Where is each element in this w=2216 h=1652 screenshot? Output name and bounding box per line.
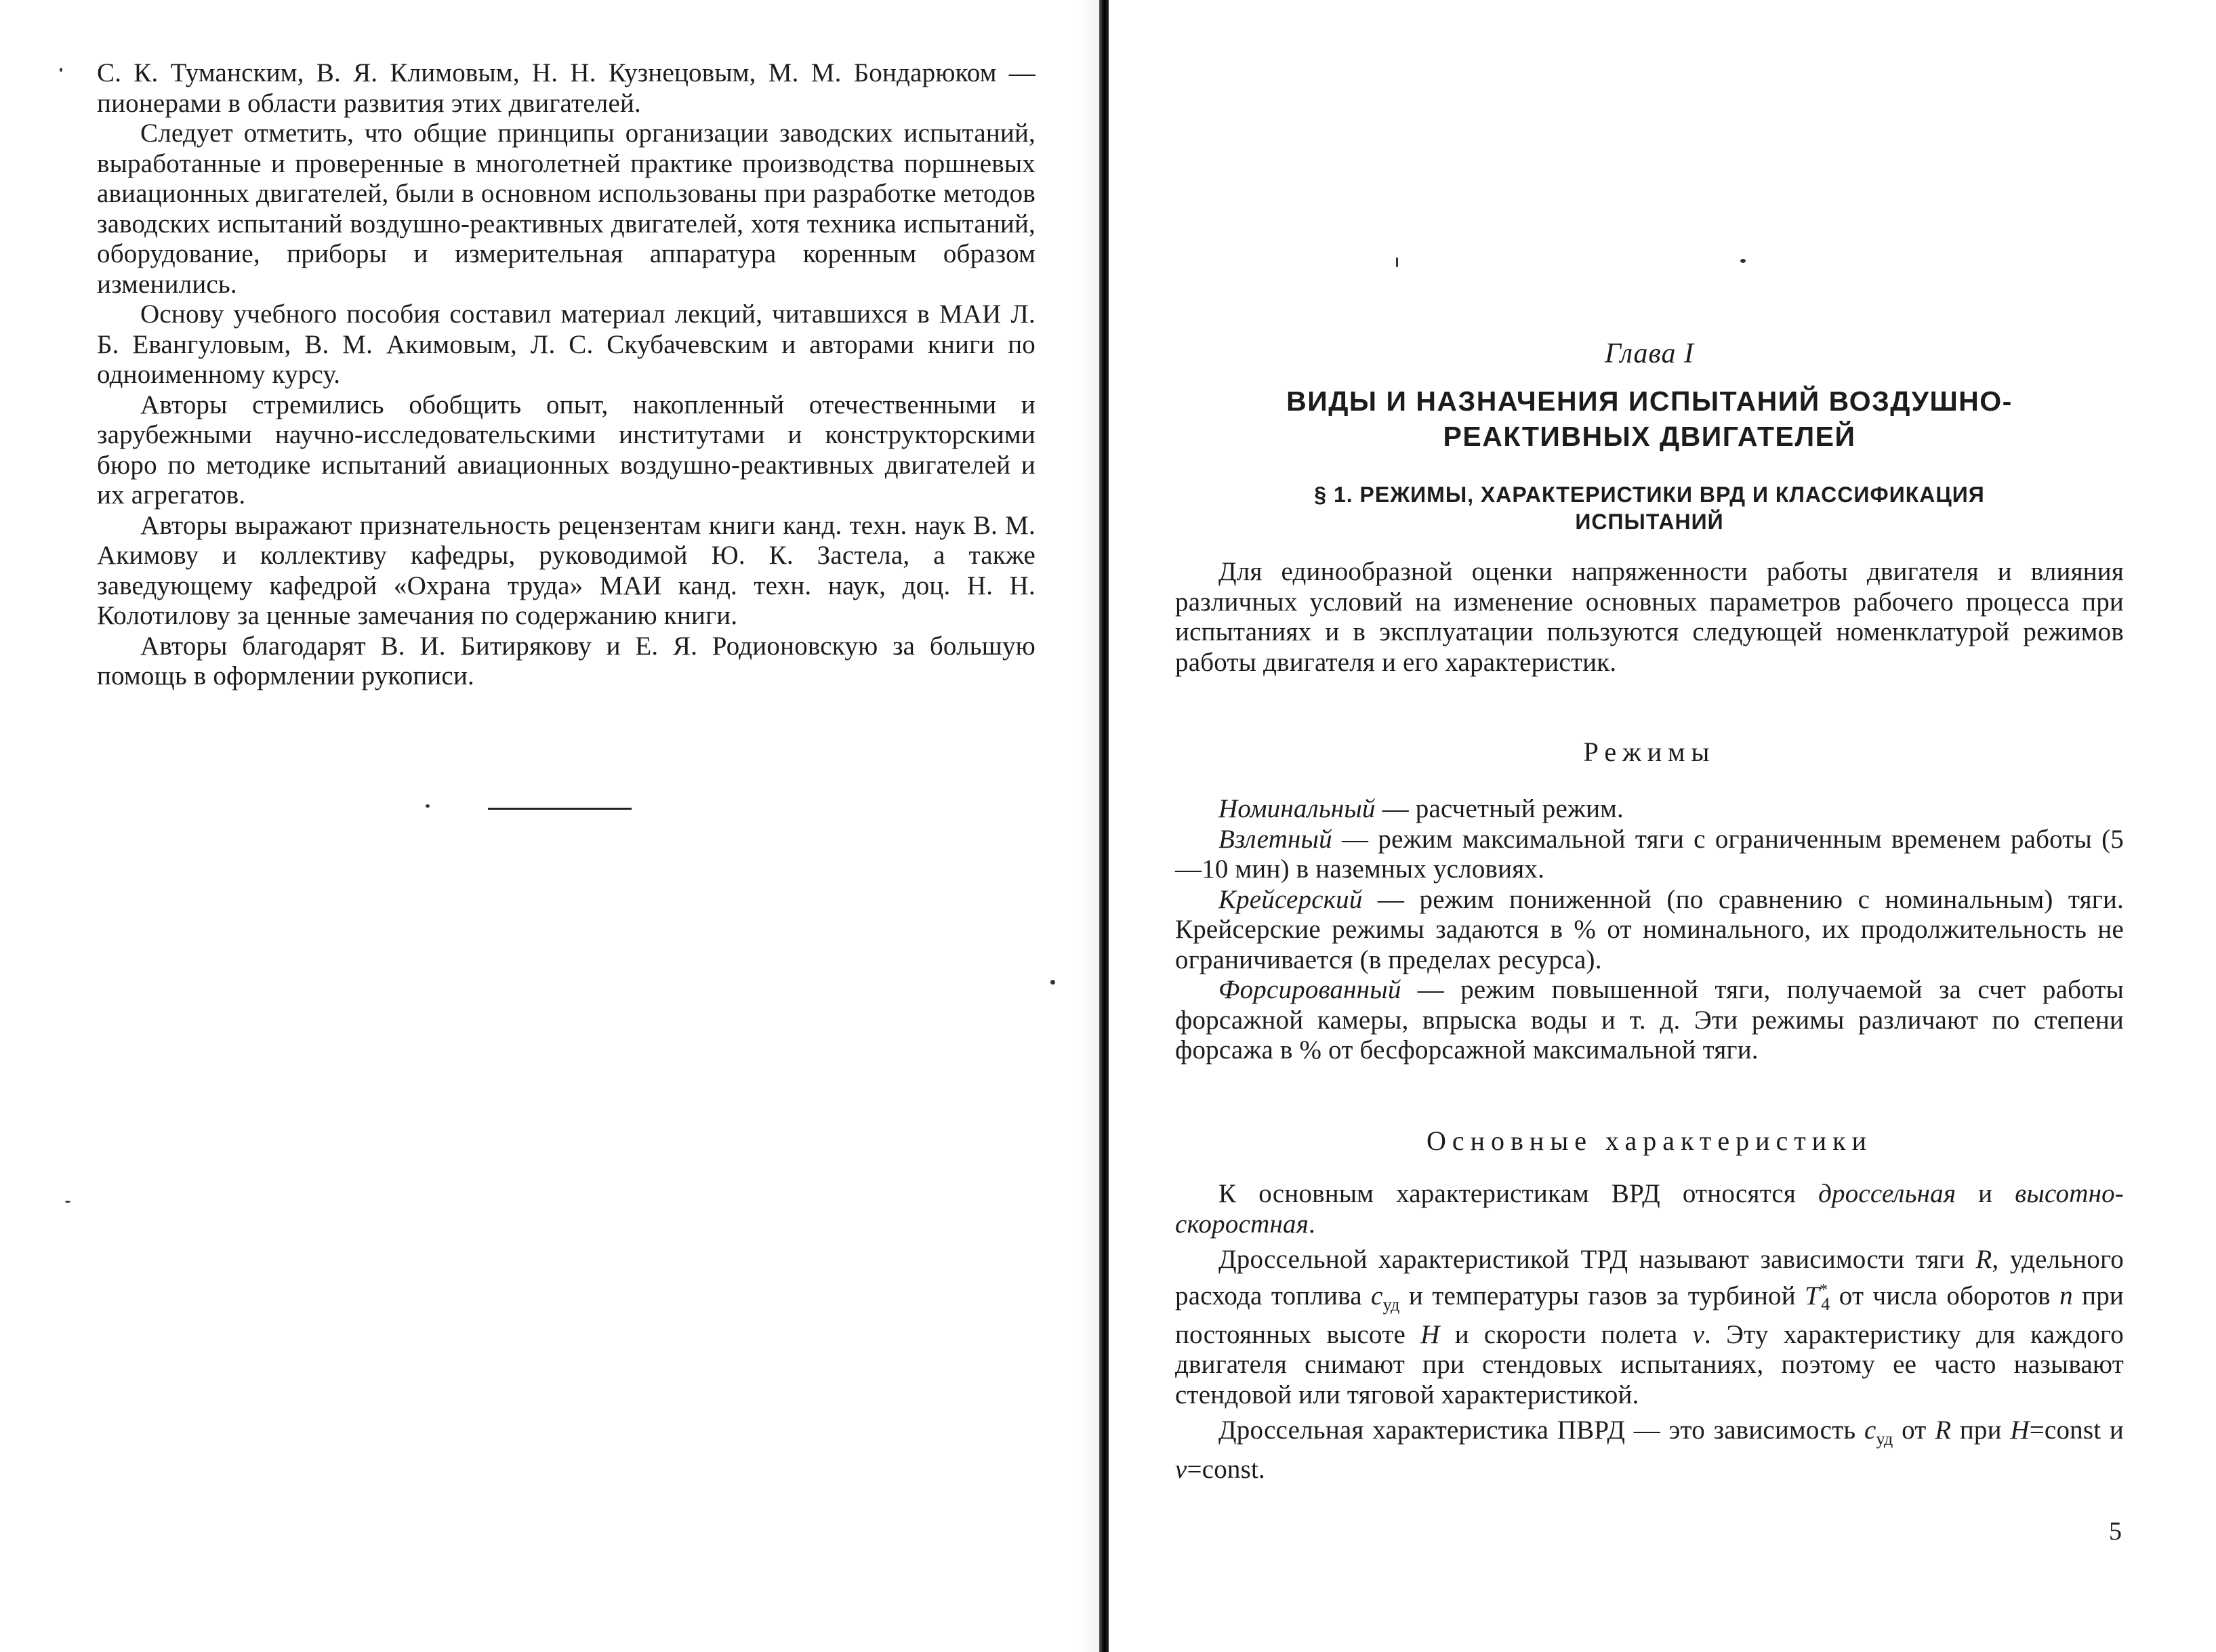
mode-term: Номинальный bbox=[1218, 794, 1376, 823]
text-run: Дроссельная характеристика ПВРД — это зависимость bbox=[1218, 1416, 1864, 1445]
scan-speck bbox=[1050, 980, 1055, 985]
intro-paragraph: Для единообразной оценки напряженности работы двигателя и влияния различных условий на изменение основных параметров рабочего процесса при испытаниях и в эксплуатации пользуются следующей номенклатурой режимов работы двигателя и его характеристик. bbox=[1175, 557, 2124, 677]
text-run: , удельного расхода топлива bbox=[1175, 1245, 2125, 1310]
chapter-title bbox=[1175, 384, 2124, 454]
mode-nominal bbox=[1175, 794, 2124, 825]
text-run: от bbox=[1893, 1416, 1935, 1445]
subscript: 4 bbox=[1821, 1294, 1830, 1315]
symbol-altitude: H bbox=[1420, 1319, 1440, 1349]
scan-speck bbox=[1740, 259, 1746, 263]
symbol-thrust: R bbox=[1935, 1416, 1952, 1445]
modes-list bbox=[1175, 794, 2124, 1066]
subscript: уд bbox=[1382, 1294, 1400, 1315]
characteristics-block bbox=[1175, 1179, 2124, 1485]
term-altitude-speed: высотно-скоростная bbox=[1175, 1179, 2124, 1239]
text-run: при постоянных высоте bbox=[1175, 1281, 2124, 1349]
subscript: уд bbox=[1876, 1429, 1893, 1449]
mode-afterburner bbox=[1175, 975, 2124, 1066]
text-run: . Эту характеристику для каждого двигателя снимают при стендовых испытаниях, поэтому ее часто называют стендовой или тяговой характеристикой. bbox=[1175, 1319, 2124, 1409]
paragraph-acknowledgement-reviewers: Авторы выражают признательность рецензентам книги канд. техн. наук В. М. Акимову и коллективу кафедры, руководимой Ю. К. Застела, а также заведующему кафедрой «Охрана труда» МАИ канд. техн. наук, доц. Н. Н. Колотилову за ценные замечания по содержанию книги. bbox=[97, 510, 1035, 630]
scan-speck bbox=[60, 68, 62, 72]
superscript: * bbox=[1820, 1281, 1828, 1299]
chapter-title-line-1: ВИДЫ И НАЗНАЧЕНИЯ ИСПЫТАНИЙ ВОЗДУШНО- bbox=[1286, 386, 2013, 417]
text-run: Дроссельной характеристикой ТРД называют зависимости тяги bbox=[1218, 1245, 1976, 1274]
intro-block bbox=[1175, 557, 2124, 678]
throttle-characteristic-definition bbox=[1175, 1245, 2124, 1410]
text-run: . bbox=[1309, 1209, 1315, 1239]
characteristics-heading: Основные характеристики bbox=[1427, 1126, 1872, 1156]
paragraph-acknowledgement-helpers: Авторы благодарят В. И. Битирякову и Е. Я. Родионовскую за большую помощь в оформлении рукописи. bbox=[97, 631, 1035, 690]
symbol-altitude: H bbox=[2010, 1416, 2030, 1445]
section-title bbox=[1175, 481, 2124, 535]
mode-takeoff bbox=[1175, 825, 2124, 885]
term-throttle: дроссельная bbox=[1818, 1179, 1956, 1208]
chapter-label: Глава I bbox=[1605, 338, 1694, 369]
text-run: =const и bbox=[2029, 1416, 2124, 1445]
left-page-text bbox=[97, 58, 1035, 692]
symbol-rpm: n bbox=[2059, 1281, 2073, 1310]
paragraph-authors-continuation: С. К. Туманским, В. Я. Климовым, Н. Н. Кузнецовым, М. М. Бондарюком — пионерами в области развития этих двигателей. bbox=[97, 58, 1035, 118]
mode-definition: — режим максимальной тяги с ограниченным временем работы (5—10 мин) в наземных условиях. bbox=[1175, 824, 2124, 884]
symbol-velocity: v bbox=[1692, 1319, 1705, 1349]
mode-cruise bbox=[1175, 885, 2124, 976]
symbol-thrust: R bbox=[1975, 1245, 1992, 1274]
text-run: и температуры газов за турбиной bbox=[1399, 1281, 1805, 1310]
page-number: 5 bbox=[2109, 1517, 2122, 1546]
symbol-specific-consumption: c bbox=[1864, 1416, 1876, 1445]
paragraph-lecture-basis: Основу учебного пособия составил материал лекций, читавшихся в МАИ Л. Б. Евангуловым, В. М. Акимовым, Л. С. Скубачевским и авторами книги по одноименному курсу. bbox=[97, 300, 1035, 389]
paragraph-test-principles: Следует отметить, что общие принципы организации заводских испытаний, выработанные и проверенные в многолетней практике производства поршневых авиационных двигателей, были в основном использованы при разработке методов заводских испытаний воздушно-реактивных двигателей, хотя техника испытаний, оборудование, приборы и измерительная аппаратура коренным образом изменились. bbox=[97, 119, 1035, 299]
symbol-velocity: v bbox=[1175, 1454, 1187, 1484]
right-page bbox=[1105, 0, 2216, 1652]
spine-shadow bbox=[1078, 0, 1099, 1652]
mode-definition: — режим повышенной тяги, получаемой за счет работы форсажной камеры, впрыска воды и т. д. Эти режимы различают по степени форсажа в % от бесфорсажной максимальной тяги. bbox=[1175, 975, 2124, 1065]
characteristics-intro bbox=[1175, 1179, 2124, 1239]
scan-speck bbox=[426, 804, 430, 808]
mode-definition: — расчетный режим. bbox=[1375, 794, 1624, 823]
chapter-title-line-2: РЕАКТИВНЫХ ДВИГАТЕЛЕЙ bbox=[1443, 421, 1856, 452]
modes-heading: Режимы bbox=[1583, 737, 1716, 767]
mode-definition: — режим пониженной (по сравнению с номинальным) тяги. Крейсерские режимы задаются в % от номинального, их продолжительность не ограничивается (в пределах ресурса). bbox=[1175, 884, 2124, 974]
mode-term: Крейсерский bbox=[1218, 884, 1363, 914]
paragraph-authors-goal: Авторы стремились обобщить опыт, накопленный отечественными и зарубежными научно-исследовательскими институтами и конструкторскими бюро по методике испытаний авиационных воздушно-реактивных двигателей и их агрегатов. bbox=[97, 390, 1035, 510]
scan-speck bbox=[1396, 257, 1398, 267]
end-of-preface-rule bbox=[488, 808, 632, 810]
text-run: при bbox=[1951, 1416, 2011, 1445]
symbol-specific-consumption: c bbox=[1371, 1281, 1383, 1310]
symbol-temperature: T bbox=[1805, 1281, 1820, 1310]
section-title-line-2: ИСПЫТАНИЙ bbox=[1575, 510, 1724, 534]
text-run: от числа оборотов bbox=[1830, 1281, 2060, 1310]
text-run: и bbox=[1956, 1179, 2015, 1208]
section-title-line-1: § 1. РЕЖИМЫ, ХАРАКТЕРИСТИКИ ВРД И КЛАССИФИКАЦИЯ bbox=[1314, 482, 1985, 507]
text-run: К основным характеристикам ВРД относятся bbox=[1218, 1179, 1819, 1208]
mode-term: Форсированный bbox=[1218, 975, 1401, 1004]
scan-speck bbox=[65, 1201, 70, 1203]
ramjet-throttle-definition bbox=[1175, 1416, 2124, 1485]
text-run: =const. bbox=[1187, 1454, 1265, 1484]
left-page bbox=[0, 0, 1105, 1652]
text-run: и скорости полета bbox=[1439, 1319, 1693, 1349]
mode-term: Взлетный bbox=[1218, 824, 1332, 854]
